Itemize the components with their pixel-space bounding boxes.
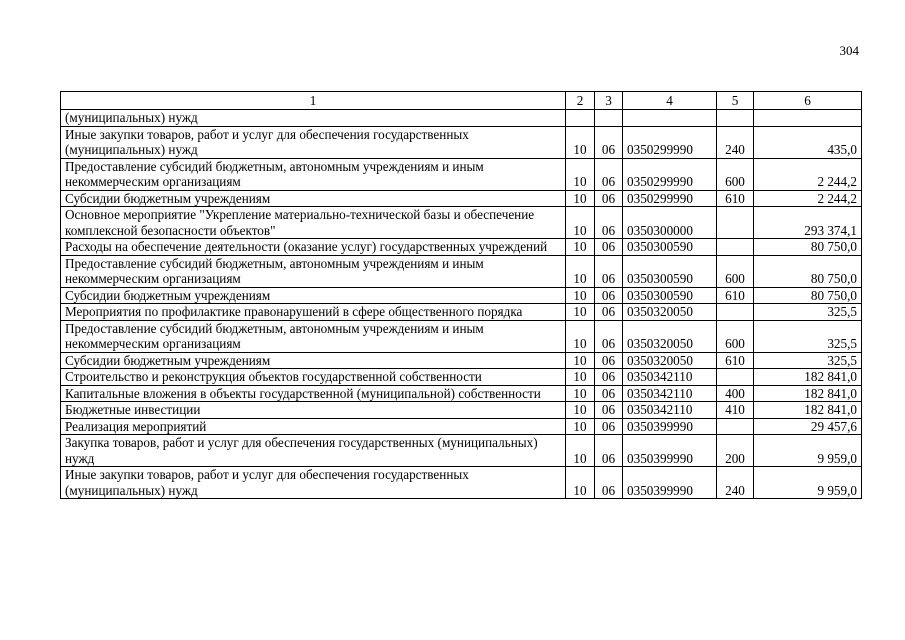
expense-type-cell: 400 xyxy=(717,385,754,402)
item-name-cell: Иные закупки товаров, работ и услуг для обеспечения государственных (муниципальных) нужд xyxy=(61,126,566,158)
amount-cell: 435,0 xyxy=(754,126,862,158)
table-row xyxy=(61,207,862,239)
item-name-cell: (муниципальных) нужд xyxy=(61,110,566,127)
section-code-cell: 10 xyxy=(566,158,595,190)
item-name-cell: Мероприятия по профилактике правонарушений в сфере общественного порядка xyxy=(61,304,566,321)
subsection-code-cell: 06 xyxy=(595,190,623,207)
target-article-cell xyxy=(623,110,717,127)
section-code-cell: 10 xyxy=(566,126,595,158)
amount-cell: 2 244,2 xyxy=(754,158,862,190)
target-article-cell: 0350320050 xyxy=(623,304,717,321)
expense-type-cell: 610 xyxy=(717,190,754,207)
page-number: 304 xyxy=(839,43,859,58)
column-header: 4 xyxy=(623,92,717,110)
table-row xyxy=(61,320,862,352)
expense-type-cell: 600 xyxy=(717,255,754,287)
section-code-cell: 10 xyxy=(566,255,595,287)
target-article-cell: 0350300000 xyxy=(623,207,717,239)
table-row xyxy=(61,369,862,386)
expense-type-cell xyxy=(717,207,754,239)
target-article-cell: 0350299990 xyxy=(623,190,717,207)
target-article-cell: 0350342110 xyxy=(623,369,717,386)
section-code-cell: 10 xyxy=(566,287,595,304)
table-row xyxy=(61,110,862,127)
section-code-cell: 10 xyxy=(566,435,595,467)
subsection-code-cell xyxy=(595,110,623,127)
expense-type-cell: 600 xyxy=(717,320,754,352)
expense-type-cell: 200 xyxy=(717,435,754,467)
section-code-cell: 10 xyxy=(566,418,595,435)
subsection-code-cell: 06 xyxy=(595,255,623,287)
amount-cell: 325,5 xyxy=(754,352,862,369)
section-code-cell: 10 xyxy=(566,207,595,239)
item-name-cell: Субсидии бюджетным учреждениям xyxy=(61,287,566,304)
table-row xyxy=(61,402,862,419)
table-row xyxy=(61,435,862,467)
target-article-cell: 0350320050 xyxy=(623,320,717,352)
subsection-code-cell: 06 xyxy=(595,239,623,256)
amount-cell: 2 244,2 xyxy=(754,190,862,207)
table-body xyxy=(61,110,862,499)
item-name-cell: Предоставление субсидий бюджетным, автономным учреждениям и иным некоммерческим организациям xyxy=(61,320,566,352)
table-row xyxy=(61,158,862,190)
item-name-cell: Капитальные вложения в объекты государственной (муниципальной) собственности xyxy=(61,385,566,402)
table-row xyxy=(61,385,862,402)
amount-cell: 9 959,0 xyxy=(754,435,862,467)
amount-cell: 9 959,0 xyxy=(754,467,862,499)
amount-cell: 182 841,0 xyxy=(754,369,862,386)
budget-table xyxy=(60,91,862,499)
subsection-code-cell: 06 xyxy=(595,352,623,369)
subsection-code-cell: 06 xyxy=(595,369,623,386)
subsection-code-cell: 06 xyxy=(595,435,623,467)
item-name-cell: Строительство и реконструкция объектов государственной собственности xyxy=(61,369,566,386)
target-article-cell: 0350399990 xyxy=(623,467,717,499)
section-code-cell: 10 xyxy=(566,320,595,352)
subsection-code-cell: 06 xyxy=(595,418,623,435)
expense-type-cell: 240 xyxy=(717,126,754,158)
amount-cell: 29 457,6 xyxy=(754,418,862,435)
expense-type-cell xyxy=(717,304,754,321)
target-article-cell: 0350342110 xyxy=(623,385,717,402)
subsection-code-cell: 06 xyxy=(595,126,623,158)
expense-type-cell xyxy=(717,418,754,435)
expense-type-cell xyxy=(717,239,754,256)
section-code-cell: 10 xyxy=(566,467,595,499)
subsection-code-cell: 06 xyxy=(595,158,623,190)
column-header: 3 xyxy=(595,92,623,110)
section-code-cell: 10 xyxy=(566,402,595,419)
header-row xyxy=(61,92,862,110)
subsection-code-cell: 06 xyxy=(595,320,623,352)
table-row xyxy=(61,287,862,304)
item-name-cell: Основное мероприятие "Укрепление материально-технической базы и обеспечение комплексной безопасности объектов" xyxy=(61,207,566,239)
item-name-cell: Реализация мероприятий xyxy=(61,418,566,435)
target-article-cell: 0350299990 xyxy=(623,158,717,190)
target-article-cell: 0350300590 xyxy=(623,255,717,287)
target-article-cell: 0350300590 xyxy=(623,239,717,256)
amount-cell: 325,5 xyxy=(754,304,862,321)
section-code-cell: 10 xyxy=(566,385,595,402)
target-article-cell: 0350399990 xyxy=(623,435,717,467)
table-row xyxy=(61,239,862,256)
column-header: 6 xyxy=(754,92,862,110)
section-code-cell: 10 xyxy=(566,190,595,207)
expense-type-cell xyxy=(717,369,754,386)
column-header: 2 xyxy=(566,92,595,110)
section-code-cell xyxy=(566,110,595,127)
expense-type-cell xyxy=(717,110,754,127)
subsection-code-cell: 06 xyxy=(595,467,623,499)
item-name-cell: Субсидии бюджетным учреждениям xyxy=(61,190,566,207)
column-header: 1 xyxy=(61,92,566,110)
subsection-code-cell: 06 xyxy=(595,385,623,402)
amount-cell: 80 750,0 xyxy=(754,255,862,287)
column-header: 5 xyxy=(717,92,754,110)
table-row xyxy=(61,304,862,321)
expense-type-cell: 410 xyxy=(717,402,754,419)
expense-type-cell: 610 xyxy=(717,352,754,369)
table-row xyxy=(61,418,862,435)
item-name-cell: Предоставление субсидий бюджетным, автономным учреждениям и иным некоммерческим организациям xyxy=(61,255,566,287)
item-name-cell: Субсидии бюджетным учреждениям xyxy=(61,352,566,369)
table-row xyxy=(61,190,862,207)
amount-cell: 293 374,1 xyxy=(754,207,862,239)
amount-cell xyxy=(754,110,862,127)
subsection-code-cell: 06 xyxy=(595,304,623,321)
amount-cell: 182 841,0 xyxy=(754,402,862,419)
item-name-cell: Предоставление субсидий бюджетным, автономным учреждениям и иным некоммерческим организациям xyxy=(61,158,566,190)
expense-type-cell: 600 xyxy=(717,158,754,190)
subsection-code-cell: 06 xyxy=(595,402,623,419)
table-row xyxy=(61,352,862,369)
table-row xyxy=(61,255,862,287)
expense-type-cell: 240 xyxy=(717,467,754,499)
amount-cell: 325,5 xyxy=(754,320,862,352)
expense-type-cell: 610 xyxy=(717,287,754,304)
table-row xyxy=(61,467,862,499)
item-name-cell: Расходы на обеспечение деятельности (оказание услуг) государственных учреждений xyxy=(61,239,566,256)
amount-cell: 80 750,0 xyxy=(754,287,862,304)
target-article-cell: 0350342110 xyxy=(623,402,717,419)
amount-cell: 182 841,0 xyxy=(754,385,862,402)
subsection-code-cell: 06 xyxy=(595,207,623,239)
section-code-cell: 10 xyxy=(566,369,595,386)
subsection-code-cell: 06 xyxy=(595,287,623,304)
target-article-cell: 0350399990 xyxy=(623,418,717,435)
target-article-cell: 0350299990 xyxy=(623,126,717,158)
section-code-cell: 10 xyxy=(566,352,595,369)
target-article-cell: 0350300590 xyxy=(623,287,717,304)
target-article-cell: 0350320050 xyxy=(623,352,717,369)
item-name-cell: Закупка товаров, работ и услуг для обеспечения государственных (муниципальных) нужд xyxy=(61,435,566,467)
table-row xyxy=(61,126,862,158)
section-code-cell: 10 xyxy=(566,304,595,321)
item-name-cell: Иные закупки товаров, работ и услуг для обеспечения государственных (муниципальных) нужд xyxy=(61,467,566,499)
item-name-cell: Бюджетные инвестиции xyxy=(61,402,566,419)
section-code-cell: 10 xyxy=(566,239,595,256)
amount-cell: 80 750,0 xyxy=(754,239,862,256)
